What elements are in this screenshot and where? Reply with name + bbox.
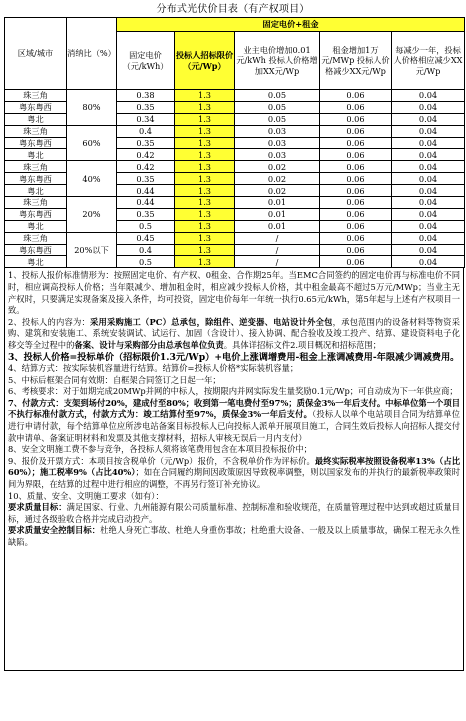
year-decrease-cell: 0.04: [392, 90, 465, 102]
rent-increase-cell: 0.06: [320, 125, 392, 137]
note-6: 6、考核要求：对于如期完成20MWp并网的中标人，按期限内并网实际发生量奖励0.1元/Wp；可自动成为下一年供应商；: [8, 386, 458, 397]
note-10-safety: 要求质量安全控制目标：杜绝人身死亡事故、杜绝人身重伤事故；杜绝重大设备、一般及以上质量事故，确保工程无永久性缺陷。: [8, 525, 460, 548]
rent-increase-cell: 0.06: [320, 220, 392, 232]
fixed-price-cell: 0.4: [117, 244, 175, 256]
fixed-price-cell: 0.4: [117, 125, 175, 137]
year-decrease-cell: 0.04: [392, 137, 465, 149]
note-4: 4、结算方式：按实际装机容量进行结算。结算价=投标人价格*实际装机容量；: [8, 363, 299, 374]
region-cell: 粤北: [5, 113, 67, 125]
price-increase-cell: 0.05: [235, 113, 320, 125]
fixed-price-cell: 0.42: [117, 149, 175, 161]
region-cell: 珠三角: [5, 197, 67, 209]
bid-limit-cell: 1.3: [175, 137, 235, 149]
rent-increase-cell: 0.06: [320, 90, 392, 102]
fixed-price-cell: 0.35: [117, 173, 175, 185]
year-decrease-cell: 0.04: [392, 173, 465, 185]
header-price-increase: 业主电价增加0.01元/kWh 投标人价格增加XX元/Wp: [235, 32, 320, 90]
header-bid-limit: 投标人招标限价（元/Wp）: [175, 32, 235, 90]
year-decrease-cell: 0.04: [392, 232, 465, 244]
note-7: 7、付款方式：支架到场付20%，建成付至80%；收到第一笔电费付至97%；质保金3%一年后支付。中标单位第一个项目不执行标准付款方式，付款方式为：竣工结算付至97%，质保金3%一年后支付。（投标人以单个电站项目合同为结算单位进行申请付款，每个结算单位应所涉电站备案目标投标人已向投标人派单开展项目施工，合同生效后投标人向招标人提交付款申请单、备案证明材料和发票及其他支撑材料，招标人审核无误后一月内支付）: [8, 397, 460, 443]
table-row: [5, 232, 465, 244]
header-year-decrease: 每减少一年，投标人价格相应减少XX元/Wp: [392, 32, 465, 90]
year-decrease-cell: 0.04: [392, 256, 465, 268]
year-decrease-cell: 0.04: [392, 185, 465, 197]
fixed-price-cell: 0.35: [117, 208, 175, 220]
consumption-ratio-cell: 80%: [67, 90, 117, 126]
price-increase-cell: 0.03: [235, 137, 320, 149]
header-region: 区域/城市: [5, 18, 67, 90]
year-decrease-cell: 0.04: [392, 244, 465, 256]
region-cell: 粤东粤西: [5, 137, 67, 149]
bid-limit-cell: 1.3: [175, 256, 235, 268]
bid-limit-cell: 1.3: [175, 90, 235, 102]
bid-limit-cell: 1.3: [175, 185, 235, 197]
region-cell: 粤北: [5, 220, 67, 232]
fixed-price-cell: 0.42: [117, 161, 175, 173]
note-10: 10、质量、安全、文明施工要求（如有）：: [8, 490, 164, 501]
year-decrease-cell: 0.04: [392, 220, 465, 232]
rent-increase-cell: 0.06: [320, 185, 392, 197]
fixed-price-cell: 0.44: [117, 185, 175, 197]
table-row: [5, 197, 465, 209]
fixed-price-cell: 0.38: [117, 90, 175, 102]
rent-increase-cell: 0.06: [320, 149, 392, 161]
bid-limit-cell: 1.3: [175, 161, 235, 173]
header-fixed-price: 固定电价（元/kWh）: [117, 32, 175, 90]
region-cell: 粤东粤西: [5, 208, 67, 220]
rent-increase-cell: 0.06: [320, 137, 392, 149]
note-9: 9、报价及开票方式：本项目按含税单价（元/Wp）报价，不含税单价作为评标价。最终实际税率按照设备税率13%（占比60%）；施工税率9%（占比40%）；如在合同履约期间因政策原因导致税率调整，则以国家发布的并执行的最新税率政策时间为界限，在结算的过程中进行相应的调整，不再另行签订补充协议。: [8, 455, 460, 490]
price-increase-cell: 0.02: [235, 185, 320, 197]
fixed-price-cell: 0.44: [117, 197, 175, 209]
bid-limit-cell: 1.3: [175, 113, 235, 125]
bid-limit-cell: 1.3: [175, 208, 235, 220]
note-2: 2、投标人的内容为：采用采购施工（PC）总承包，除组件、逆变器、电站设计外全包，承包范围内的设备材料等物资采购、建筑和安装施工、系统安装调试、试运行、加固（含设计）、接入协调、配合验收及竣工投产、结算、建设资料电子化移交等全过程中的备案、设计与采购部分由总承包单位负责。具体详招标文件2.项目概况和招标范围；: [8, 316, 460, 350]
note-3: 3、投标人价格=投标单价（招标限价1.3元/Wp）+电价上涨调增费用-租金上涨调减费用-年限减少调减费用。: [8, 351, 460, 363]
header-consumption: 消纳比（%）: [67, 18, 117, 90]
region-cell: 粤东粤西: [5, 101, 67, 113]
consumption-ratio-cell: 20%: [67, 197, 117, 233]
price-increase-cell: 0.02: [235, 173, 320, 185]
bid-limit-cell: 1.3: [175, 101, 235, 113]
rent-increase-cell: 0.06: [320, 232, 392, 244]
region-cell: 珠三角: [5, 232, 67, 244]
price-increase-cell: 0.01: [235, 220, 320, 232]
consumption-ratio-cell: 40%: [67, 161, 117, 197]
fixed-price-cell: 0.45: [117, 232, 175, 244]
rent-increase-cell: 0.06: [320, 244, 392, 256]
price-increase-cell: 0.03: [235, 149, 320, 161]
note-5: 5、中标后框架合同有效期：自框架合同签订之日起一年；: [8, 374, 221, 385]
rent-increase-cell: 0.06: [320, 101, 392, 113]
year-decrease-cell: 0.04: [392, 161, 465, 173]
table-row: [5, 90, 465, 102]
price-table: [4, 17, 465, 268]
note-8: 8、安全文明施工费不参与竞争，各投标人须将该笔费用包含在本项目投标报价中；: [8, 444, 312, 455]
region-cell: 珠三角: [5, 161, 67, 173]
region-cell: 粤北: [5, 185, 67, 197]
header-rent-increase: 租金增加1万元/MWp 投标人价格减少XX元/Wp: [320, 32, 392, 90]
year-decrease-cell: 0.04: [392, 125, 465, 137]
region-cell: 粤北: [5, 149, 67, 161]
year-decrease-cell: 0.04: [392, 149, 465, 161]
price-increase-cell: /: [235, 232, 320, 244]
region-cell: 珠三角: [5, 125, 67, 137]
region-cell: 粤东粤西: [5, 244, 67, 256]
year-decrease-cell: 0.04: [392, 208, 465, 220]
year-decrease-cell: 0.04: [392, 197, 465, 209]
price-increase-cell: 0.05: [235, 90, 320, 102]
bid-limit-cell: 1.3: [175, 232, 235, 244]
consumption-ratio-cell: 60%: [67, 125, 117, 161]
bid-limit-cell: 1.3: [175, 149, 235, 161]
price-increase-cell: /: [235, 244, 320, 256]
bid-limit-cell: 1.3: [175, 125, 235, 137]
bid-limit-cell: 1.3: [175, 173, 235, 185]
fixed-price-cell: 0.35: [117, 137, 175, 149]
rent-increase-cell: 0.06: [320, 173, 392, 185]
bid-limit-cell: 1.3: [175, 197, 235, 209]
price-increase-cell: 0.02: [235, 161, 320, 173]
bid-limit-cell: 1.3: [175, 244, 235, 256]
consumption-ratio-cell: 20%以下: [67, 232, 117, 268]
table-row: [5, 125, 465, 137]
region-cell: 粤北: [5, 256, 67, 268]
bid-limit-cell: 1.3: [175, 220, 235, 232]
header-group-fixed-price-rent: 固定电价+租金: [117, 18, 465, 32]
fixed-price-cell: 0.35: [117, 101, 175, 113]
price-increase-cell: 0.01: [235, 208, 320, 220]
rent-increase-cell: 0.06: [320, 208, 392, 220]
price-increase-cell: /: [235, 256, 320, 268]
year-decrease-cell: 0.04: [392, 101, 465, 113]
price-increase-cell: 0.01: [235, 197, 320, 209]
price-increase-cell: 0.05: [235, 101, 320, 113]
rent-increase-cell: 0.06: [320, 161, 392, 173]
fixed-price-cell: 0.5: [117, 220, 175, 232]
fixed-price-cell: 0.5: [117, 256, 175, 268]
region-cell: 珠三角: [5, 90, 67, 102]
price-table-body: [5, 90, 465, 268]
note-10-quality: 要求质量目标：满足国家、行业、九州能源有限公司质量标准、控制标准和验收规范，在质量管理过程中达到或超过质量目标，通过各级验收合格并完成启动投产。: [8, 502, 460, 524]
year-decrease-cell: 0.04: [392, 113, 465, 125]
region-cell: 粤东粤西: [5, 173, 67, 185]
rent-increase-cell: 0.06: [320, 197, 392, 209]
notes-section: [4, 268, 464, 671]
note-1: 1、投标人报价标准情形为：按照固定电价、有产权、0租金、合作期25年。当EMC合同签约的固定电价再与标准电价不同时，相应调高投标人价格；当年限减少、增加租金时，相应减少投标人价格，其中租金最高不超过5万元/MWp；当业主无产权时，只要满足实现备案及接入条件，均可投资，固定电价每年一年统一执行0.65元/kWh，第5年起与上述有产权项目一致。: [8, 270, 460, 316]
rent-increase-cell: 0.06: [320, 113, 392, 125]
table-row: [5, 161, 465, 173]
rent-increase-cell: 0.06: [320, 256, 392, 268]
fixed-price-cell: 0.34: [117, 113, 175, 125]
page-title: 分布式光伏价目表（有产权项目）: [156, 4, 310, 15]
price-increase-cell: 0.03: [235, 125, 320, 137]
